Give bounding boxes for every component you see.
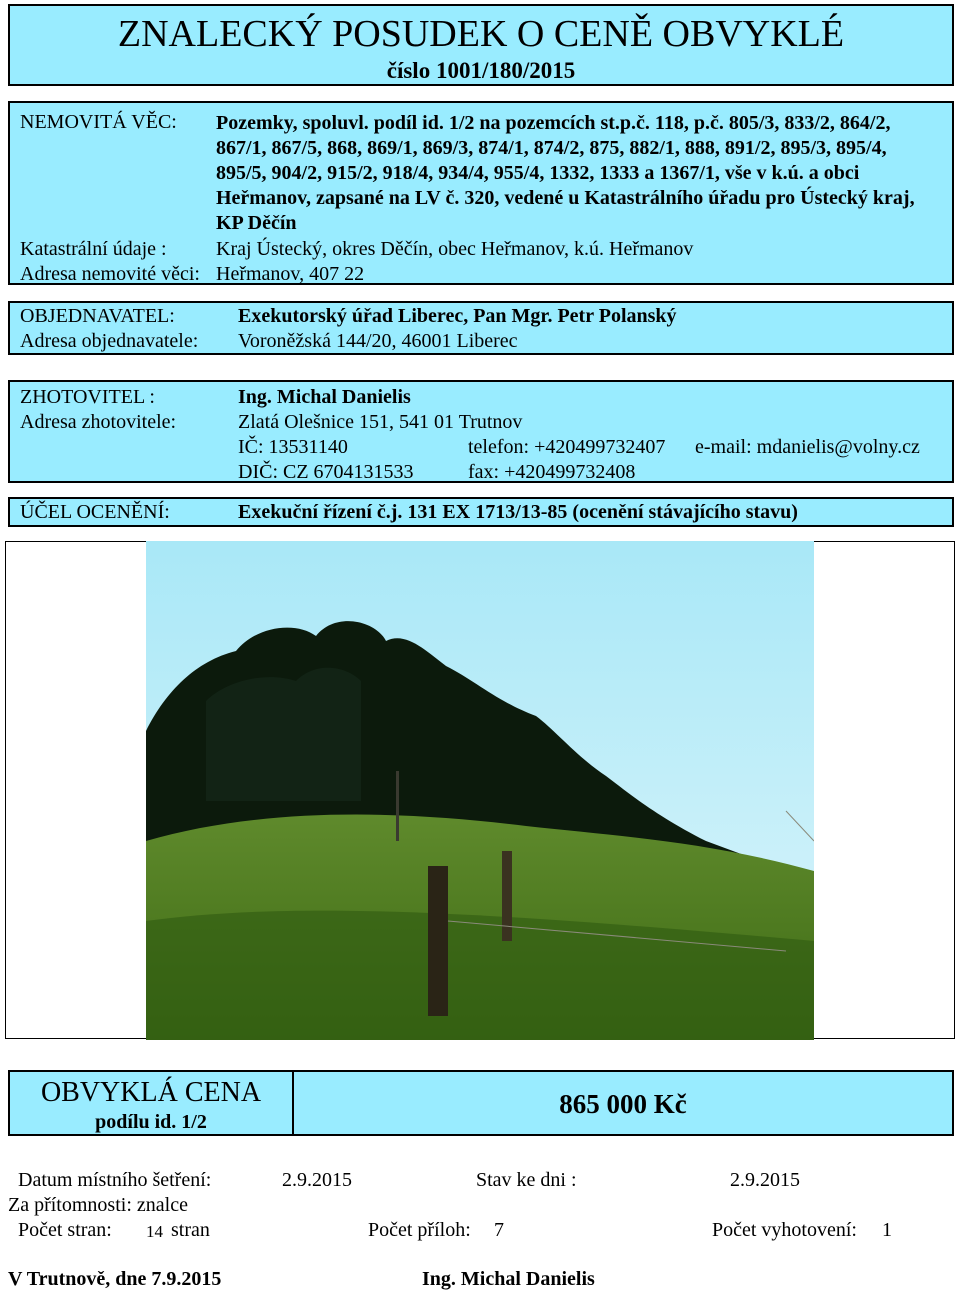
orderer-label: OBJEDNAVATEL: [20,305,175,327]
property-photo [146,541,814,1040]
contractor-label: ZHOTOVITEL : [20,386,155,408]
document-number: číslo 1001/180/2015 [386,58,576,83]
contractor-value: Ing. Michal Danielis [238,386,411,408]
price-value: 865 000 Kč [559,1089,687,1119]
contractor-fax: fax: +420499732408 [468,461,636,483]
price-share: podílu id. 1/2 [95,1111,207,1133]
property-box [8,101,954,285]
contractor-ic: IČ: 13531140 [238,436,348,458]
place-date: V Trutnově, dne 7.9.2015 [8,1268,222,1290]
document-title: ZNALECKÝ POSUDEK O CENĚ OBVYKLÉ [117,13,845,55]
contractor-dic: DIČ: CZ 6704131533 [238,461,414,483]
contractor-email: e-mail: mdanielis@volny.cz [695,436,920,458]
attachments-value: 7 [494,1219,504,1241]
contractor-address-value: Zlatá Olešnice 151, 541 01 Trutnov [238,411,523,433]
contractor-phone: telefon: +420499732407 [468,436,666,458]
state-label: Stav ke dni : [476,1169,577,1191]
orderer-address-value: Voroněžská 144/20, 46001 Liberec [238,330,518,352]
contractor-address-label: Adresa zhotovitele: [20,411,177,433]
attachments-label: Počet příloh: [368,1219,471,1241]
orderer-address-label: Adresa objednavatele: [20,330,199,352]
pages-unit: stran [171,1219,210,1241]
purpose-label: ÚČEL OCENĚNÍ: [20,501,170,523]
copies-label: Počet vyhotovení: [712,1219,857,1241]
inspection-label: Datum místního šetření: [18,1169,212,1191]
pages-number: 14 [146,1222,163,1241]
presence: Za přítomnosti: znalce [8,1194,188,1216]
property-address-label: Adresa nemovité věci: [20,263,200,285]
property-address-value: Heřmanov, 407 22 [216,263,365,285]
price-value-box [292,1070,954,1136]
title-box [8,4,954,86]
price-title: OBVYKLÁ CENA [40,1077,262,1108]
property-description: Pozemky, spoluvl. podíl id. 1/2 na pozemcích st.p.č. 118, p.č. 805/3, 833/2, 864/2, 867/1, 867/5, 868, 869/1, 869/3, 874/1, 874/2, 875, 882/1, 888, 891/2, 895/3, 895/4, 895/5, 904/2, 915/2, 918/4, 934/4, 955/4, 1332, 1333 a 1367/1, vše v k.ú. a obci Heřmanov, zapsané na LV č. 320, vedené u Katastrálního úřadu pro Ústecký kraj, KP Děčín [216,112,915,234]
purpose-box [8,497,954,527]
signature: Ing. Michal Danielis [422,1268,595,1290]
contractor-box [8,380,954,483]
property-label: NEMOVITÁ VĚC: [20,111,177,133]
state-date: 2.9.2015 [730,1169,800,1191]
cadastral-label: Katastrální údaje : [20,238,167,260]
cadastral-value: Kraj Ústecký, okres Děčín, obec Heřmanov, k.ú. Heřmanov [216,238,694,260]
price-label-box [8,1070,294,1136]
copies-value: 1 [882,1219,892,1241]
orderer-box [8,301,954,355]
pages-label: Počet stran: [18,1219,112,1241]
inspection-date: 2.9.2015 [282,1169,352,1191]
purpose-value: Exekuční řízení č.j. 131 EX 1713/13-85 (ocenění stávajícího stavu) [238,501,798,523]
orderer-value: Exekutorský úřad Liberec, Pan Mgr. Petr Polanský [238,305,677,327]
